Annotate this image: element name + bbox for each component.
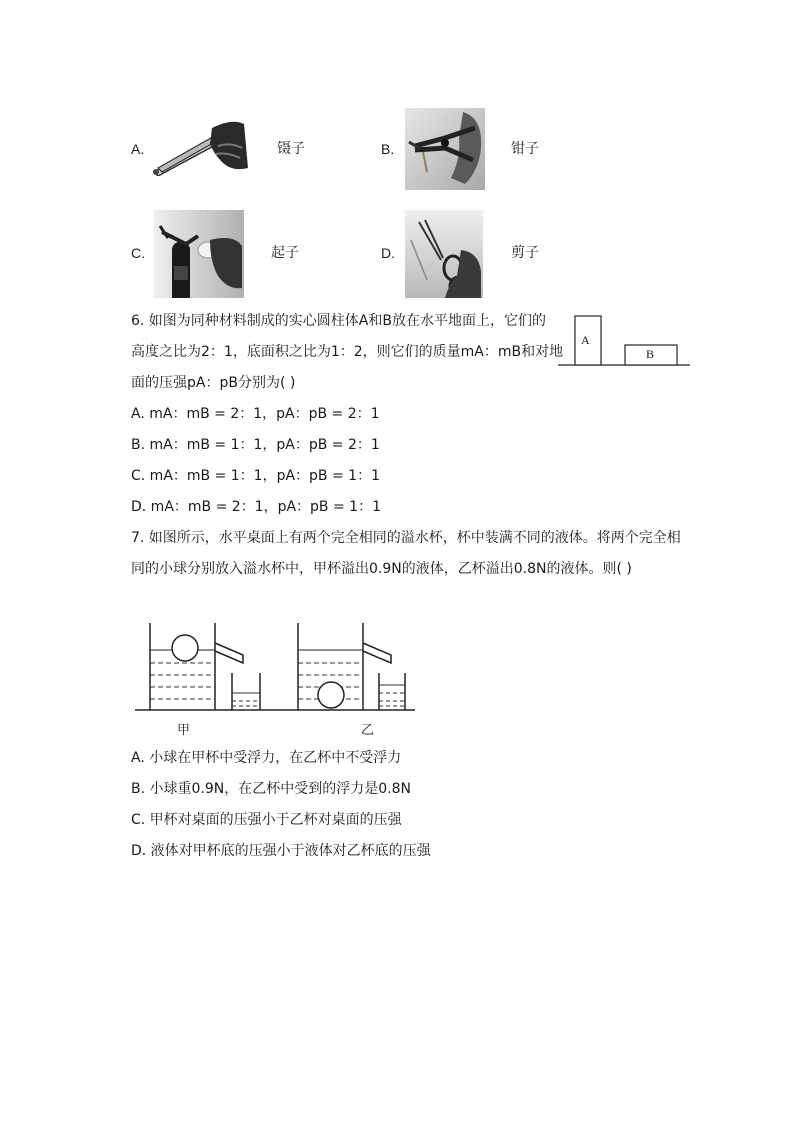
- option-letter: B.: [381, 141, 395, 157]
- question-text-line: 高度之比为2：1，底面积之比为1：2，则它们的质量mA：mB和对地: [131, 344, 564, 360]
- cup-yi: [298, 623, 405, 710]
- option-label: 钳子: [511, 141, 539, 157]
- pliers-icon: [405, 108, 485, 190]
- question-text-line: 同的小球分别放入溢水杯中，甲杯溢出0.9N的液体，乙杯溢出0.8N的液体。则( ): [131, 561, 632, 577]
- question-text-line: 面的压强pA：pB分别为( ): [131, 375, 296, 391]
- tweezers-icon: [152, 118, 250, 176]
- overflow-cups-diagram: [130, 615, 420, 740]
- bottle-opener-icon: [154, 210, 244, 298]
- cup-jia: [150, 623, 260, 710]
- option-letter: D.: [381, 245, 395, 261]
- answer-option-d: D. mA：mB = 2：1，pA：pB = 1：1: [131, 499, 381, 515]
- answer-option-b: B. mA：mB = 1：1，pA：pB = 2：1: [131, 437, 380, 453]
- question-text-line: 6. 如图为同种材料制成的实心圆柱体A和B放在水平地面上，它们的: [131, 313, 546, 329]
- option-label: 镊子: [277, 141, 305, 157]
- ball-yi: [318, 682, 344, 708]
- cup-yi-label: 乙: [361, 723, 375, 738]
- option-label: 剪子: [511, 245, 539, 261]
- answer-option-c: C. mA：mB = 1：1，pA：pB = 1：1: [131, 468, 380, 484]
- answer-option-b: B. 小球重0.9N，在乙杯中受到的浮力是0.8N: [131, 781, 411, 797]
- answer-option-a: A. 小球在甲杯中受浮力，在乙杯中不受浮力: [131, 750, 402, 766]
- cylinders-diagram: [558, 313, 690, 369]
- question-text-line: 7. 如图所示，水平桌面上有两个完全相同的溢水杯，杯中装满不同的液体。将两个完全相: [131, 530, 681, 546]
- option-label: 起子: [271, 245, 299, 261]
- answer-option-d: D. 液体对甲杯底的压强小于液体对乙杯底的压强: [131, 843, 431, 859]
- option-letter: C.: [131, 245, 145, 261]
- cup-jia-label: 甲: [177, 723, 191, 738]
- ball-jia: [172, 635, 198, 661]
- answer-option-c: C. 甲杯对桌面的压强小于乙杯对桌面的压强: [131, 812, 402, 828]
- cylinder-a-label: A: [581, 333, 590, 347]
- cylinder-b-label: B: [646, 347, 655, 361]
- answer-option-a: A. mA：mB = 2：1，pA：pB = 2：1: [131, 406, 380, 422]
- option-letter: A.: [131, 141, 145, 157]
- scissors-icon: [405, 210, 483, 298]
